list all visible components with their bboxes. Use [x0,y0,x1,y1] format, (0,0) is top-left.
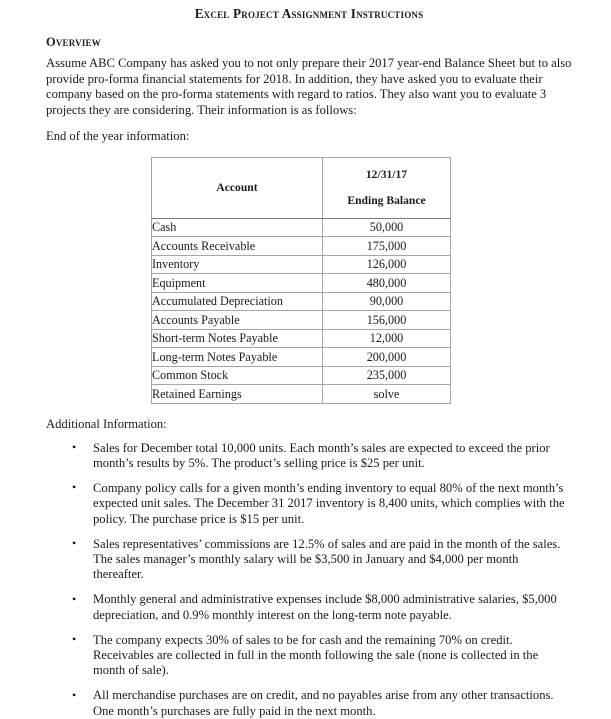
end-of-year-label: End of the year information: [46,129,190,144]
account-name-cell: Accounts Payable [152,311,323,330]
additional-information-list [46,433,572,719]
account-name-cell: Retained Earnings [152,385,323,404]
account-name-cell: Cash [152,218,323,237]
account-name-cell: Long-term Notes Payable [152,348,323,367]
bullet-icon: • [72,591,77,606]
account-balance-cell: 90,000 [323,292,451,311]
account-name-cell: Accounts Receivable [152,237,323,256]
balance-sheet-table [151,157,451,404]
table-body [152,218,451,403]
column-header-balance-label: Ending Balance [347,194,426,208]
account-balance-cell: 175,000 [323,237,451,256]
list-item [46,537,572,583]
account-balance-cell: 126,000 [323,255,451,274]
list-item-text: Monthly general and administrative expenses include $8,000 administrative salaries, $5,000 depreciation, and 0.9% monthly interest on the long-term note payable. [93,592,557,622]
table-row [152,274,451,293]
bullet-icon: • [72,632,77,647]
account-name-cell: Equipment [152,274,323,293]
table-header-row [152,157,451,218]
account-name-cell: Accumulated Depreciation [152,292,323,311]
list-item [46,441,572,472]
list-item-text: All merchandise purchases are on credit, and no payables arise from any other transactions. One month’s purchases are fully paid in the next month. [93,688,554,718]
account-balance-cell: 156,000 [323,311,451,330]
list-item [46,592,572,623]
column-header-ending-balance [323,157,451,218]
bullet-icon: • [72,536,77,551]
bullet-icon: • [72,480,77,495]
bullet-icon: • [72,687,77,702]
account-name-cell: Inventory [152,255,323,274]
table-header [152,157,451,218]
table-row [152,329,451,348]
section-heading-overview: Overview [46,35,101,49]
list-item-text: The company expects 30% of sales to be for cash and the remaining 70% on credit. Receivables are collected in full in the month following the sale (none is collected in the month of sale). [93,632,539,678]
page-title: Excel Project Assignment Instructions [194,6,424,21]
account-balance-cell: 235,000 [323,366,451,385]
account-balance-cell: 480,000 [323,274,451,293]
table-row [152,348,451,367]
balance-table-container [46,145,572,404]
account-name-cell: Short-term Notes Payable [152,329,323,348]
table-row [152,311,451,330]
table-row [152,292,451,311]
bullet-icon: • [72,440,77,455]
account-balance-cell: 50,000 [323,218,451,237]
list-item-text: Company policy calls for a given month’s ending inventory to equal 80% of the next month’s expected unit sales. The December 31 2017 inventory is 8,400 units, which complies with the policy. The purchase price is $15 per unit. [93,480,565,526]
table-row [152,237,451,256]
table-row [152,255,451,274]
table-row [152,385,451,404]
column-header-date: 12/31/17 [365,168,408,182]
additional-information-label: Additional Information: [46,416,167,431]
table-row [152,218,451,237]
account-name-cell: Common Stock [152,366,323,385]
account-balance-cell: 200,000 [323,348,451,367]
account-balance-cell: 12,000 [323,329,451,348]
list-item [46,633,572,679]
table-row [152,366,451,385]
list-item-text: Sales for December total 10,000 units. Each month’s sales are expected to exceed the prior month’s results by 5%. The product’s selling price is $25 per unit. [93,440,550,470]
overview-paragraph: Assume ABC Company has asked you to not only prepare their 2017 year-end Balance Sheet but to also provide pro-forma financial statements for 2018. In addition, they have asked you to evaluate their company based on the pro-forma statements with regard to ratios. They also want you to evaluate 3 projects they are considering. Their information is as follows: [46,56,572,117]
account-balance-cell: solve [323,385,451,404]
list-item-text: Sales representatives’ commissions are 12.5% of sales and are paid in the month of the sales. The sales manager’s monthly salary will be $3,500 in January and $4,000 per month thereafter. [93,536,561,582]
list-item [46,688,572,719]
list-item [46,481,572,527]
column-header-account: Account [152,157,323,218]
